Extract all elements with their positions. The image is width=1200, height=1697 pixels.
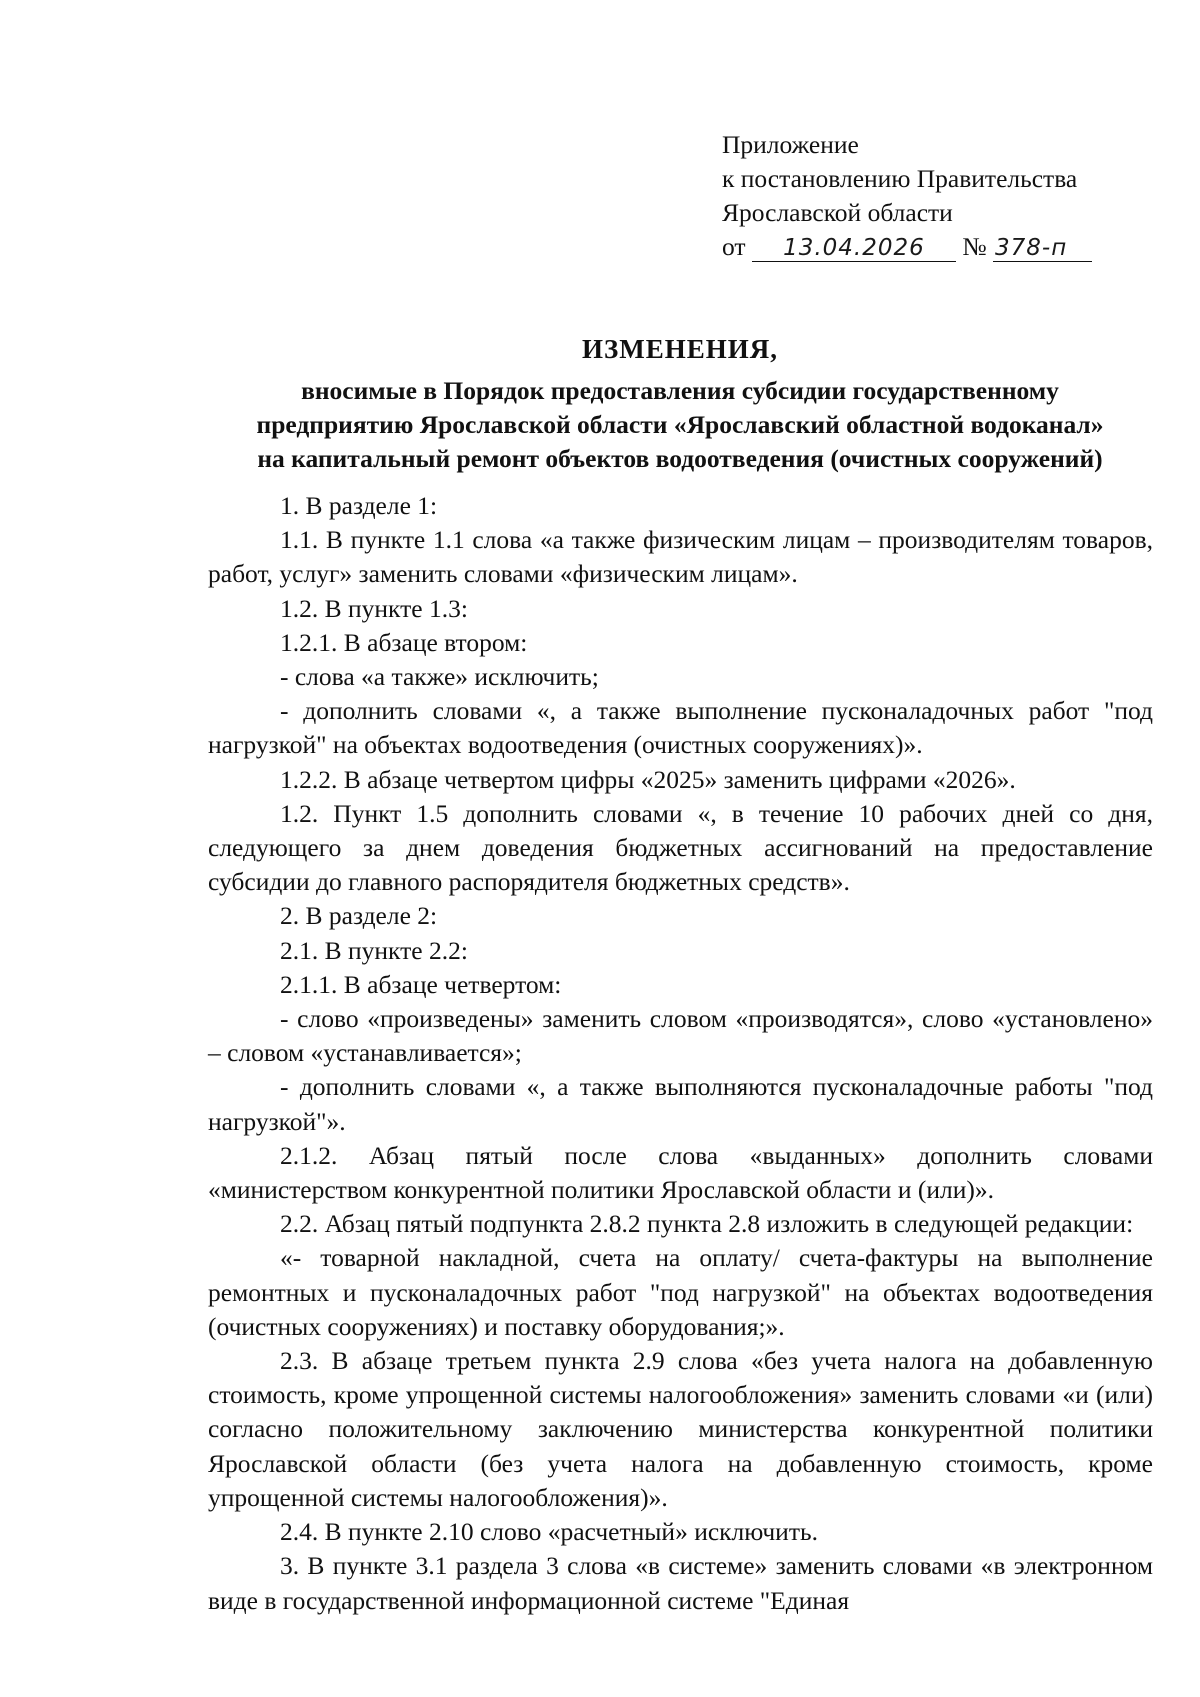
paragraph: «- товарной накладной, счета на оплату/ счета-фактуры на выполнение ремонтных и пусконаладочных работ "под нагрузкой" на объектах водоотведения (очистных сооружениях) и поставку оборудования;».: [208, 1243, 1153, 1341]
paragraph: 3. В пункте 3.1 раздела 3 слова «в системе» заменить словами «в электронном виде в государственной информационной системе "Единая: [208, 1551, 1153, 1615]
paragraph: 1.1. В пункте 1.1 слова «а также физическим лицам – производителям товаров, работ, услуг» заменить словами «физическим лицам».: [208, 525, 1153, 589]
title-main: ИЗМЕНЕНИЯ,: [581, 334, 778, 364]
handwritten-number: 378-п: [993, 235, 1092, 262]
handwritten-date: 13.04.2026: [752, 235, 956, 262]
paragraph: 2.1.2. Абзац пятый после слова «выданных» дополнить словами «министерством конкурентной политики Ярославской области и (или)».: [208, 1140, 1153, 1205]
paragraph: 1.2.2. В абзаце четвертом цифры «2025» заменить цифрами «2026».: [280, 764, 1016, 794]
paragraph: 1.2. В пункте 1.3:: [280, 593, 468, 623]
paragraph: - слова «а также» исключить;: [280, 662, 599, 692]
paragraph: - дополнить словами «, а также выполняются пусконаладочные работы "под нагрузкой"».: [208, 1072, 1153, 1136]
paragraph: - слово «произведены» заменить словом «производятся», слово «установлено» – словом «устанавливается»;: [208, 1004, 1153, 1068]
paragraph: 1. В разделе 1:: [280, 491, 438, 520]
paragraph: 1.2.1. В абзаце втором:: [280, 627, 528, 657]
paragraph: 2.3. В абзаце третьем пункта 2.9 слова «без учета налога на добавленную стоимость, кроме упрощенной системы налогообложения» заменить словами «и (или) согласно положительному заключению министерства конкурентной политики Ярославской области (без учета налога на добавленную стоимость, кроме упрощенной системы налогообложения)».: [208, 1346, 1153, 1512]
paragraph: - дополнить словами «, а также выполнение пусконаладочных работ "под нагрузкой" на объектах водоотведения (очистных сооружениях)».: [208, 696, 1153, 760]
appendix-line-3: Ярославской области: [722, 198, 953, 227]
appendix-header: [722, 128, 1092, 264]
paragraph: 2. В разделе 2:: [280, 901, 438, 931]
document-body: [208, 489, 1153, 1618]
paragraph: 1.2. Пункт 1.5 дополнить словами «, в течение 10 рабочих дней со дня, следующего за днем доведения бюджетных ассигнований на предоставление субсидии до главного распорядителя бюджетных средств».: [208, 798, 1153, 897]
paragraph: 2.2. Абзац пятый подпункта 2.8.2 пункта 2.8 изложить в следующей редакции:: [280, 1209, 1134, 1239]
appendix-date-line: [722, 230, 1092, 264]
appendix-line-1: Приложение: [722, 130, 859, 159]
title-line-2: предприятию Ярославской области «Ярославский областной водоканал»: [256, 410, 1104, 439]
number-prefix: №: [962, 232, 987, 261]
paragraph: 2.4. В пункте 2.10 слово «расчетный» исключить.: [280, 1517, 818, 1547]
paragraph: 2.1. В пункте 2.2:: [280, 935, 468, 965]
paragraph: 2.1.1. В абзаце четвертом:: [280, 969, 562, 999]
title-line-1: вносимые в Порядок предоставления субсидии государственному: [301, 376, 1059, 405]
title-line-3: на капитальный ремонт объектов водоотведения (очистных сооружений): [257, 444, 1103, 473]
appendix-line-2: к постановлению Правительства: [722, 164, 1078, 193]
date-prefix: от: [722, 232, 746, 261]
document-title: [205, 332, 1155, 476]
